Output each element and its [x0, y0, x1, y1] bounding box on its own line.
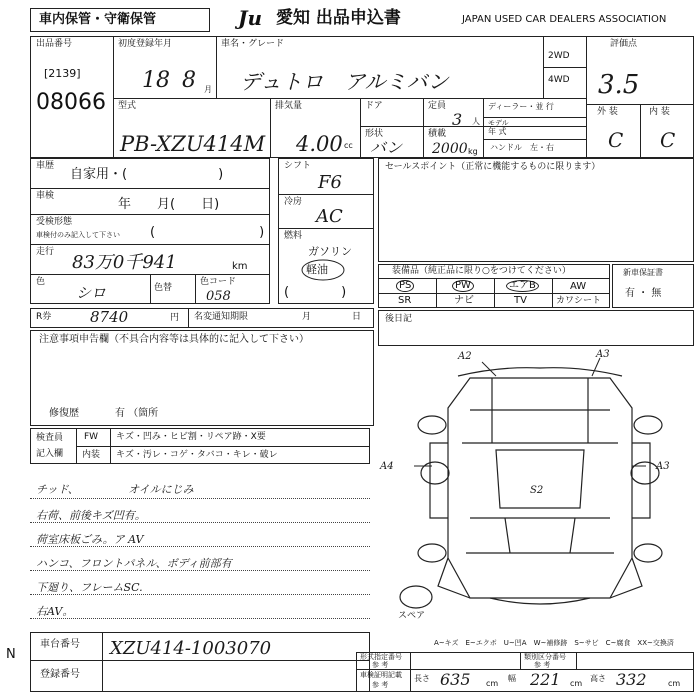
dealer-model-label: モデル	[488, 119, 509, 127]
first-reg-label: 初度登録年月	[118, 39, 173, 49]
recycle-label: R券	[36, 312, 52, 322]
car-name-value: デュトロ アルミバン	[240, 70, 449, 94]
score-interior-label: 内 装	[649, 107, 670, 117]
repair-label: 修復歴	[49, 408, 79, 419]
warranty-value: 有 ・ 無	[625, 288, 662, 299]
capacity-label: 定員	[428, 101, 447, 111]
inspection-label: 車検	[36, 191, 55, 201]
fuel-value: ガソリン	[308, 245, 352, 258]
recycle-unit: 円	[170, 313, 180, 323]
dims-width-label: 幅	[508, 674, 516, 683]
note-line-2: 右荷、前後キズ凹有。	[36, 509, 146, 522]
class-no-label: 類別区分番号	[524, 653, 566, 661]
equip-navi: ナビ	[454, 295, 474, 306]
score-exterior-label: 外 装	[597, 107, 618, 117]
cautions-block	[30, 330, 374, 426]
inspector-fw-label: FW	[84, 432, 99, 442]
equip-kawaseat: カワシート	[556, 296, 602, 306]
notice-day: 日	[352, 312, 362, 322]
capacity-unit: 人	[472, 117, 480, 126]
corner-mark: N	[6, 647, 16, 662]
notice-label: 名変通知期限	[194, 312, 249, 322]
color-label: 色	[36, 277, 46, 287]
inspector-fw-items: キズ・凹み・ヒビ割・リペア跡・X要	[116, 432, 266, 442]
handle-label: ハンドル 左・右	[490, 143, 554, 152]
recycle-value: 8740	[90, 308, 129, 326]
storage-badge	[30, 8, 210, 32]
color-swap-label: 色替	[154, 283, 173, 293]
chassis-label: 車台番号	[40, 639, 80, 650]
accept-note: 車検付のみ記入して下さい	[36, 231, 120, 239]
score-value: 3.5	[598, 70, 640, 100]
equip-pw: PW	[452, 280, 474, 292]
dims-height: 332	[616, 670, 647, 689]
dims-length-label: 長さ	[414, 674, 430, 683]
inspection-value: 年 月( 日)	[118, 197, 220, 212]
color-value: シロ	[76, 284, 107, 302]
shape-label: 形状	[365, 129, 384, 139]
first-reg-month: 8	[182, 68, 196, 93]
displacement-label: 排気量	[275, 101, 303, 111]
form-title: 愛知 出品申込書	[276, 8, 401, 28]
equipment-label: 装備品（純正品に限り○をつけてください）	[392, 266, 571, 276]
damage-label-s2: S2	[530, 485, 544, 496]
dims-length-unit: cm	[486, 679, 499, 688]
dims-sub: 参 考	[372, 681, 389, 689]
repair-value: 有 （箇所	[115, 408, 159, 419]
note-line-1: チッド、 オイルにじみ	[36, 483, 194, 496]
dims-width: 221	[530, 670, 561, 689]
damage-legend: A~キズ E~エクボ U~凹A W~補修跡 S~サビ C~腐食 XX~交換済	[434, 639, 674, 647]
inspector-int-label: 内装	[82, 450, 101, 460]
drive-2wd: 2WD	[548, 51, 570, 61]
first-reg-year: 18	[142, 68, 170, 93]
sales-point-block	[378, 158, 694, 262]
model-value: PB-XZU414M	[120, 132, 266, 156]
aircon-value: AC	[316, 206, 343, 227]
storage-badge-text: 車内保管・守衛保管	[39, 12, 157, 27]
approval-sub: 参 考	[372, 661, 389, 669]
capacity-value: 3	[452, 110, 463, 129]
load-label: 積載	[428, 129, 447, 139]
form-title-en: JAPAN USED CAR DEALERS ASSOCIATION	[462, 14, 667, 25]
chassis-value: XZU414-1003070	[110, 638, 272, 659]
shape-value: バン	[370, 138, 403, 157]
dims-width-unit: cm	[570, 679, 583, 688]
after-note-block	[378, 310, 694, 346]
accept-value: ( )	[150, 225, 265, 240]
fuel-label: 燃料	[284, 231, 303, 241]
score-interior: C	[660, 128, 676, 152]
dims-length: 635	[440, 670, 471, 689]
fuel-circle-mark	[300, 258, 346, 282]
inspector-label-2: 記入欄	[36, 449, 64, 459]
notice-month: 月	[302, 312, 312, 322]
model-label: 型式	[118, 101, 137, 111]
load-unit: kg	[468, 147, 478, 156]
note-line-3: 荷室床板ごみ。ア AV	[36, 533, 144, 546]
damage-label-a4: A4	[380, 461, 394, 472]
class-no-sub: 参 考	[534, 661, 551, 669]
plate-label: 登録番号	[40, 669, 80, 680]
shift-value: F6	[318, 172, 342, 193]
accept-label: 受検形態	[36, 217, 73, 227]
warranty-label: 新車保証書	[623, 268, 663, 277]
score-label: 評価点	[610, 39, 638, 49]
fuel-paren: ( )	[284, 285, 347, 300]
displacement-value: 4.00	[296, 132, 343, 156]
equip-sr: SR	[398, 295, 412, 306]
inspector-int-items: キズ・汚レ・コゲ・タバコ・キレ・破レ	[116, 450, 278, 460]
mileage-label: 走行	[36, 247, 55, 257]
sales-point-label: セールスポイント（正常に機能するものに限ります）	[385, 162, 601, 172]
ju-logo: Ju	[238, 6, 263, 30]
load-value: 2000	[432, 141, 468, 157]
first-reg-month-unit: 月	[204, 85, 212, 94]
mileage-value: 83万0千941	[72, 252, 177, 273]
shift-label: シフト	[284, 161, 312, 171]
dims-height-unit: cm	[668, 679, 681, 688]
note-line-4: ハンコ、フロントパネル、ボディ前部有	[36, 557, 232, 570]
dims-height-label: 高さ	[590, 674, 606, 683]
door-label: ドア	[365, 101, 383, 111]
damage-label-a3-top: A3	[596, 349, 610, 360]
approval-label: 形式指定番号	[360, 653, 402, 661]
warranty-block	[612, 264, 694, 308]
equip-tv: TV	[514, 295, 527, 306]
score-exterior: C	[608, 128, 624, 152]
spare-tire-icon	[398, 584, 434, 610]
equip-ps: PS	[396, 280, 414, 292]
note-line-6: 右AV。	[36, 605, 74, 618]
fuel-option: 軽油	[306, 263, 328, 276]
inspector-label-1: 検査員	[36, 433, 64, 443]
color-code-label: 色コード	[200, 277, 237, 287]
equip-aw: AW	[570, 281, 587, 292]
drive-4wd: 4WD	[548, 75, 570, 85]
cautions-label: 注意事項申告欄（不具合内容等は具体的に記入して下さい）	[39, 334, 309, 345]
lot-sub-number: [2139]	[44, 67, 81, 80]
note-line-5: 下廻り、フレームSC.	[36, 581, 143, 594]
history-label: 車歴	[36, 161, 55, 171]
lot-number: 08066	[36, 90, 106, 115]
dims-label: 車検証明記載	[360, 671, 402, 679]
damage-label-a2: A2	[458, 351, 472, 362]
history-value: 自家用・( )	[70, 167, 224, 182]
equip-airbag: エアB	[506, 280, 539, 292]
mileage-unit: km	[232, 261, 248, 272]
dealer-year-label: 年 式	[488, 127, 507, 136]
damage-label-a3-side: A3	[656, 461, 670, 472]
color-code: 058	[206, 289, 231, 304]
lot-number-label: 出品番号	[36, 39, 73, 49]
displacement-unit: cc	[344, 141, 353, 150]
aircon-label: 冷房	[284, 197, 303, 207]
after-note-label: 後日記	[385, 314, 413, 324]
dealer-label: ディーラー・並 行	[488, 102, 554, 111]
spare-label: スペア	[398, 611, 426, 621]
car-name-label: 車名・グレード	[221, 39, 285, 49]
